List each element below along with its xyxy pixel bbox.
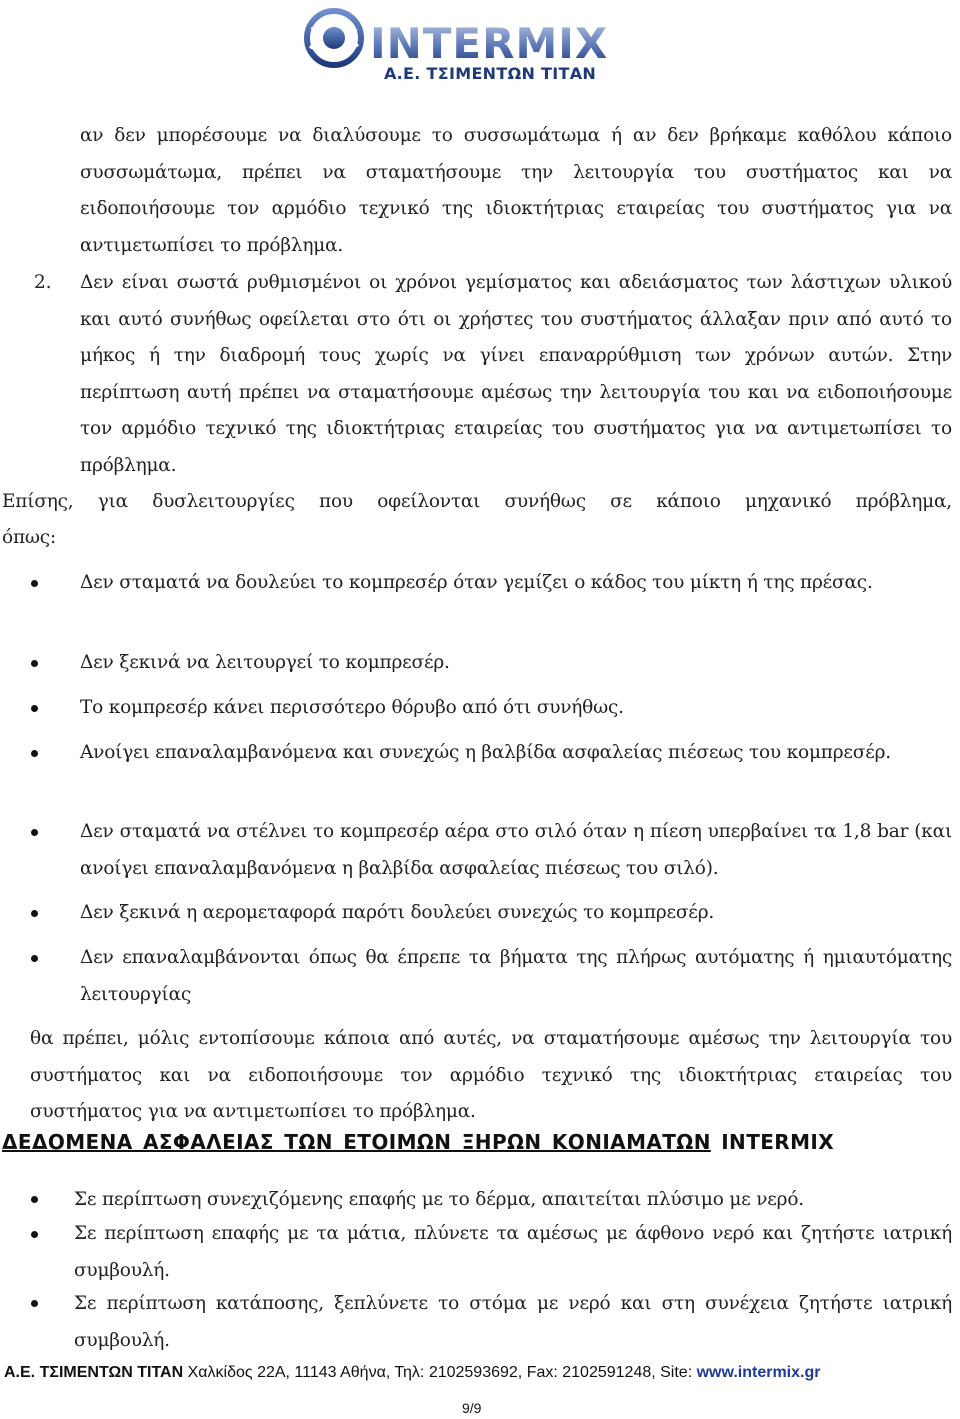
bullet-icon [31, 1300, 38, 1307]
conclusion-paragraph: θα πρέπει, μόλις εντοπίσουμε κάποια από αυτές, να σταματήσουμε αμέσως την λειτουργία του συστήματος και να ειδοποιήσουμε τον αρμόδιο τεχνικό της ιδιοκτήτριας εταιρείας του συστήματος για να αντιμετωπίσει το πρόβλημα. [30, 1028, 952, 1122]
safety-section-title [2, 1130, 834, 1154]
list-item: Σε περίπτωση συνεχιζόμενης επαφής με το δέρμα, απαιτείται πλύσιμο με νερό. [74, 1189, 804, 1210]
item2-text: Δεν είναι σωστά ρυθμισμένοι οι χρόνοι γεμίσματος και αδειάσματος των λάστιχων υλικού και αυτό συνήθως οφείλεται στο ότι οι χρήστες του συστήματος άλλαξαν πριν από αυτό το μήκος ή την διαδρομή τους χωρίς να γίνει επαναρρύθμιση των χρόνων αυτών. Στην περίπτωση αυτή πρέπει να σταματήσουμε αμέσως την λειτουργία του και να ειδοποιήσουμε τον αρμόδιο τεχνικό της ιδιοκτήτριας εταιρείας του συστήματος για να αντιμετωπίσει το πρόβλημα. [80, 272, 952, 476]
list-item: Σε περίπτωση κατάποσης, ξεπλύνετε το στόμα με νερό και στη συνέχεια ζητήστε ιατρική συμβουλή. [74, 1293, 952, 1351]
intro-word: πρόβλημα, [855, 491, 952, 512]
list-item: Δεν σταματά να δουλεύει το κομπρεσέρ όταν γεμίζει ο κάδος του μίκτη ή της πρέσας. [80, 572, 873, 593]
list-item: Δεν σταματά να στέλνει το κομπρεσέρ αέρα στο σιλό όταν η πίεση υπερβαίνει τα 1,8 bar (και ανοίγει επαναλαμβανόμενα η βαλβίδα ασφαλείας πιέσεως του σιλό). [80, 821, 952, 879]
footer-site-link[interactable]: www.intermix.gr [696, 1364, 821, 1381]
bullet-icon [31, 829, 38, 836]
bullet-icon [31, 580, 38, 587]
bullet-icon [31, 660, 38, 667]
bullet-icon [31, 750, 38, 757]
list-item: Σε περίπτωση επαφής με τα μάτια, πλύνετε τα αμέσως με άφθονο νερό και ζητήστε ιατρική συμβουλή. [74, 1223, 952, 1281]
intro-word: μηχανικό [744, 491, 832, 512]
bullet-icon [31, 955, 38, 962]
list-item: Ανοίγει επαναλαμβανόμενα και συνεχώς η βαλβίδα ασφαλείας πιέσεως του κομπρεσέρ. [80, 742, 891, 763]
logo-wordmark: INTERMIX [370, 19, 609, 68]
bullet-icon [31, 1231, 38, 1238]
page-footer [4, 1364, 820, 1382]
bullet-icon [31, 910, 38, 917]
intro-word: κάποιο [656, 491, 721, 512]
item2-number: 2. [34, 272, 52, 293]
footer-address: Χαλκίδος 22Α, 11143 Αθήνα, Τηλ: 2102593692, Fax: 2102591248, Site: [187, 1364, 693, 1381]
intro-paragraph: αν δεν μπορέσουμε να διαλύσουμε το συσσωμάτωμα ή αν δεν βρήκαμε καθόλου κάποιο συσσωμάτωμα, πρέπει να σταματήσουμε την λειτουργία του συστήματος και να ειδοποιήσουμε τον αρμόδιο τεχνικό της ιδιοκτήτριας εταιρείας του συστήματος για να αντιμετωπίσει το πρόβλημα. [80, 125, 952, 256]
list-item: Δεν επαναλαμβάνονται όπως θα έπρεπε τα βήματα της πλήρως αυτόματης ή ημιαυτόματης λειτουργίας [80, 947, 952, 1005]
mechanical-intro-line [2, 484, 952, 521]
intro-word: σε [610, 491, 632, 512]
intro-word: συνήθως [504, 491, 586, 512]
logo-tagline: Α.Ε. ΤΣΙΜΕΝΤΩΝ ΤΙΤΑΝ [384, 64, 597, 83]
intro-word: για [97, 491, 128, 512]
list-item: Δεν ξεκινά η αερομεταφορά παρότι δουλεύει συνεχώς το κομπρεσέρ. [80, 902, 715, 923]
intro-word: δυσλειτουργίες [152, 491, 295, 512]
intro-word: οφείλονται [377, 491, 481, 512]
safety-title-main: ΔΕΔΟΜΕΝΑ ΑΣΦΑΛΕΙΑΣ ΤΩΝ ΕΤΟΙΜΩΝ ΞΗΡΩΝ ΚΟΝΙΑΜΑΤΩΝ [2, 1130, 711, 1154]
footer-company: Α.Ε. ΤΣΙΜΕΝΤΩΝ ΤΙΤΑΝ [4, 1364, 184, 1381]
list-item: Το κομπρεσέρ κάνει περισσότερο θόρυβο από ότι συνήθως. [80, 697, 624, 718]
bullet-icon [31, 705, 38, 712]
intermix-logo [292, 2, 672, 86]
mechanical-intro-opos: όπως: [2, 527, 56, 548]
intro-word: που [318, 491, 353, 512]
list-item: Δεν ξεκινά να λειτουργεί το κομπρεσέρ. [80, 652, 450, 673]
safety-title-brand: INTERMIX [721, 1130, 835, 1154]
intro-word: Επίσης, [2, 491, 74, 512]
page-number: 9/9 [462, 1400, 482, 1416]
bullet-icon [31, 1196, 38, 1203]
